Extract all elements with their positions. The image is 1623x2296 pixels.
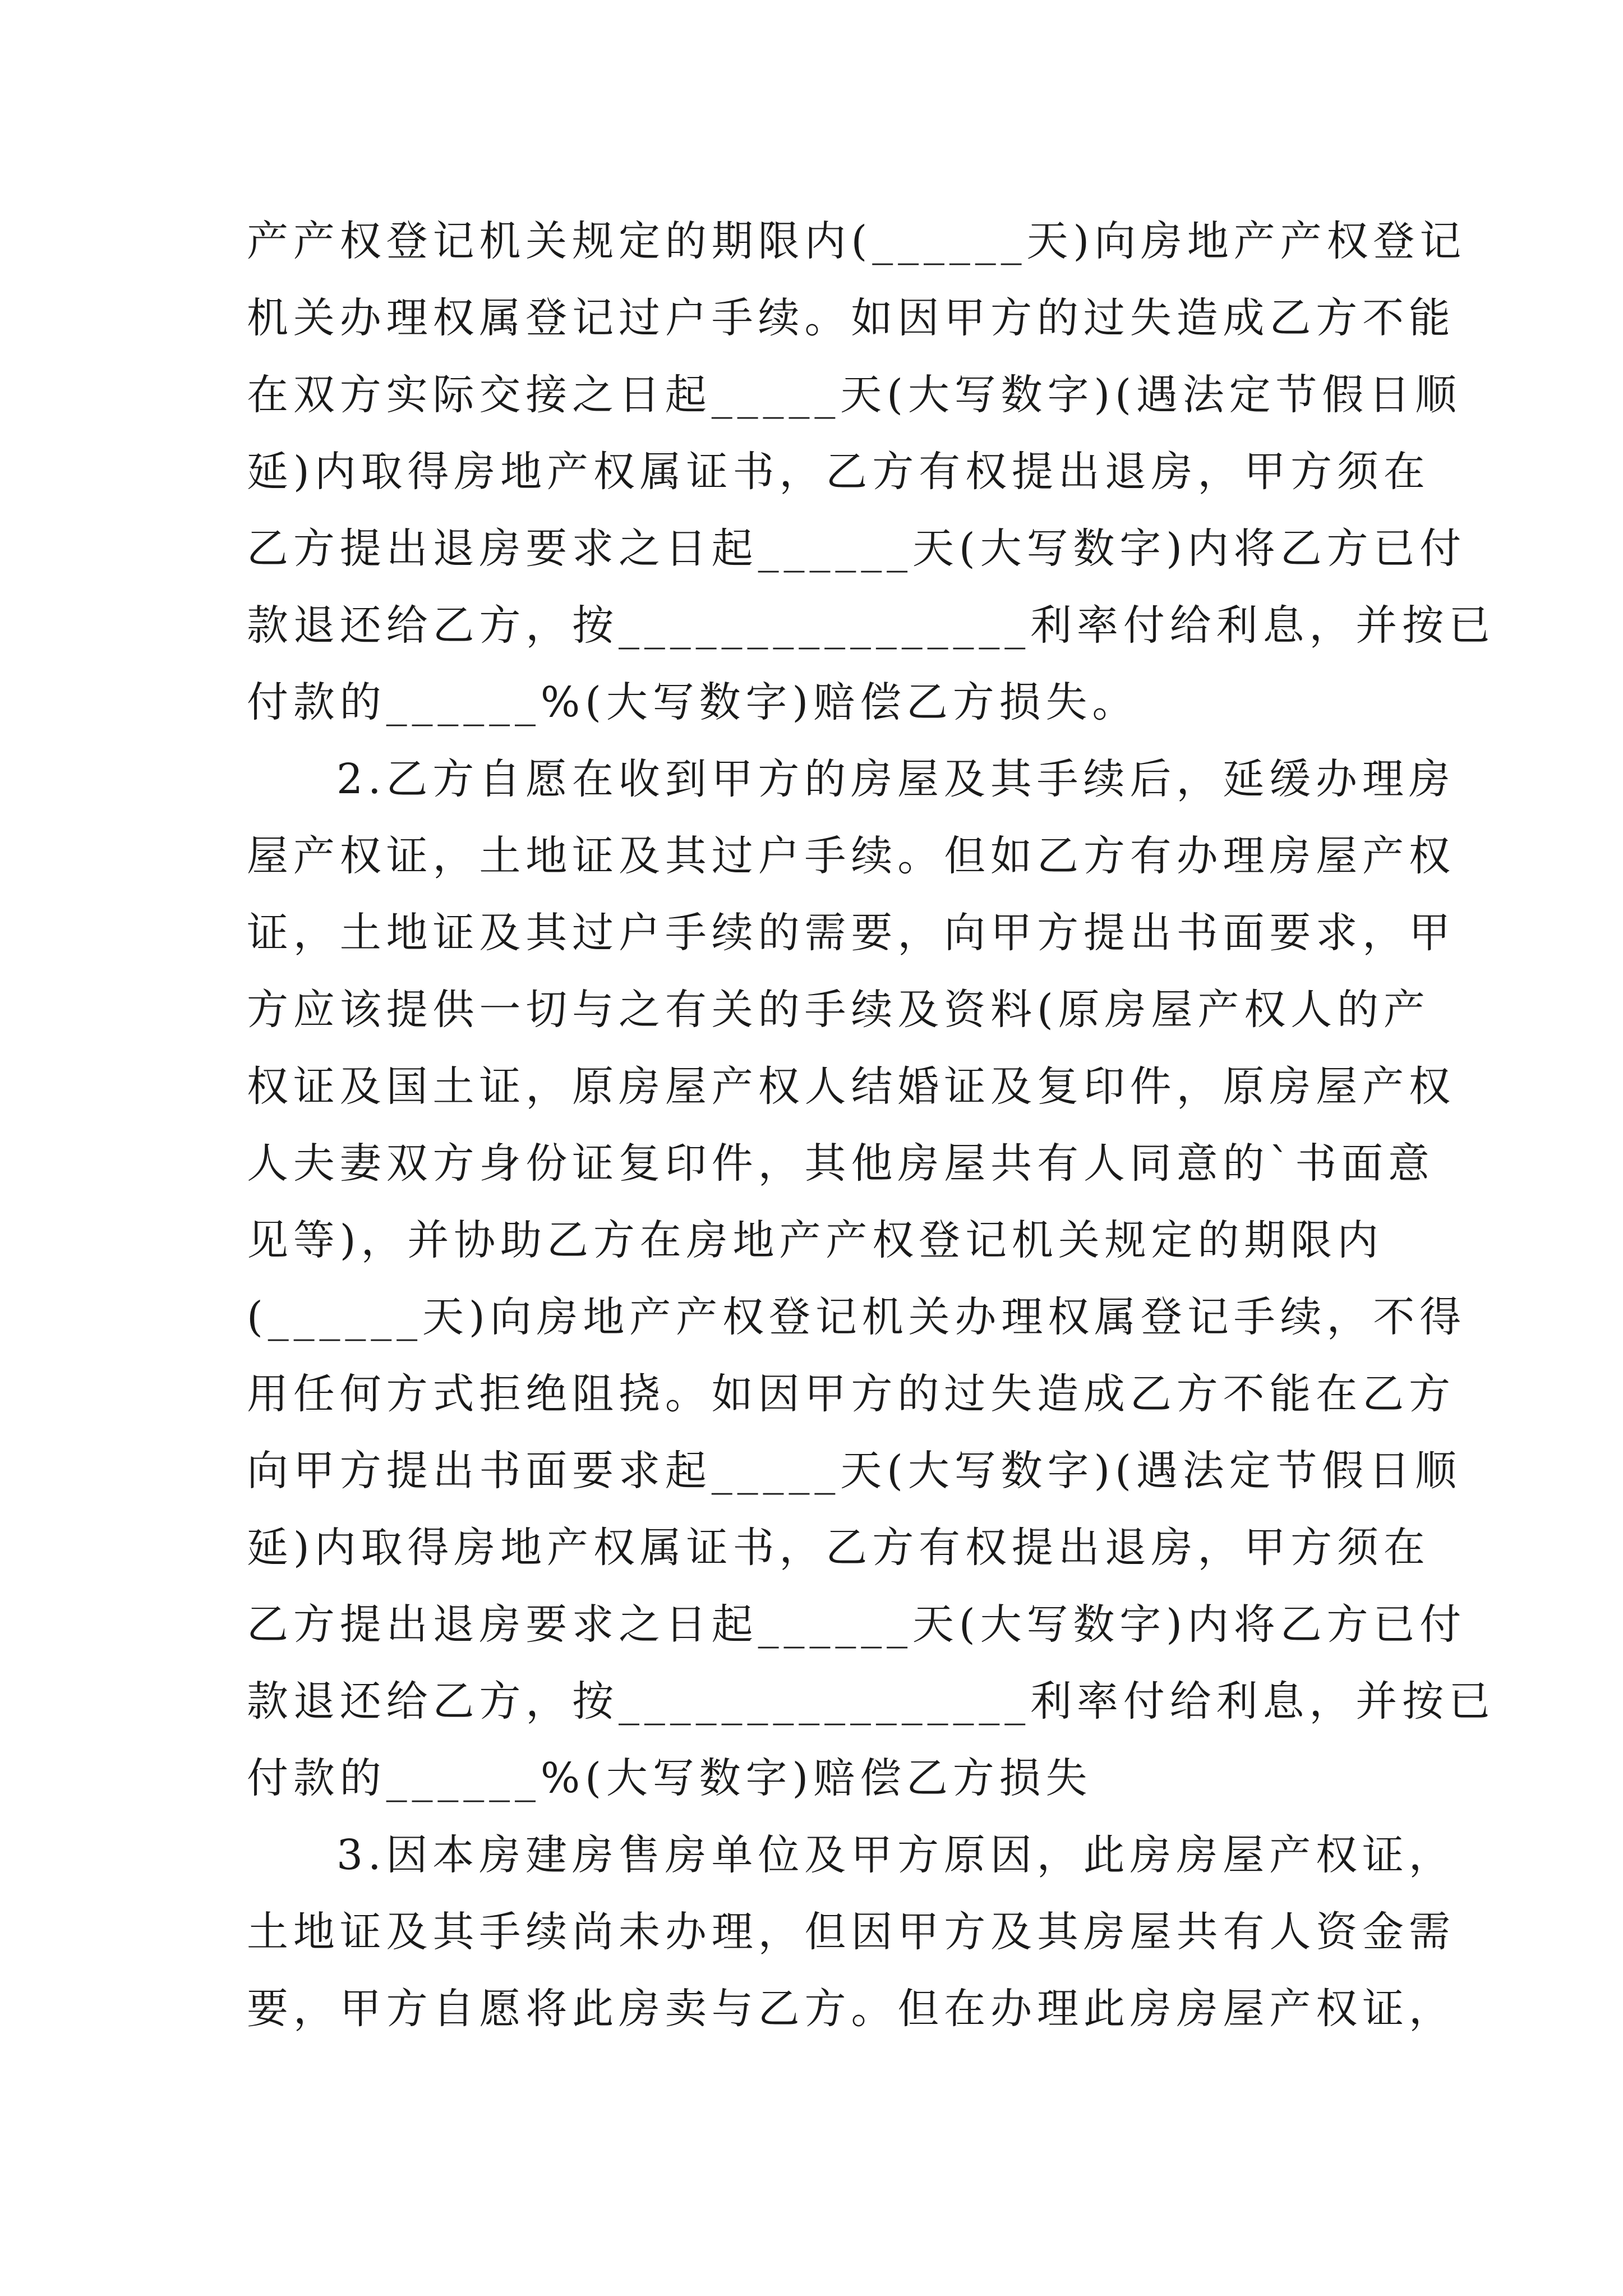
text-line: (______天)向房地产产权登记机关办理权属登记手续，不得: [247, 1293, 1467, 1341]
text-line: 在双方实际交接之日起_____天(大写数字)(遇法定节假日顺: [247, 371, 1462, 419]
paragraph-3-first-line: 3.因本房建房售房单位及甲方原因，此房房屋产权证，: [336, 1831, 1455, 1879]
text-line: 产产权登记机关规定的期限内(______天)向房地产产权登记: [247, 217, 1467, 265]
text-line: 人夫妻双方身份证复印件，其他房屋共有人同意的`书面意: [247, 1139, 1435, 1188]
text-line: 方应该提供一切与之有关的手续及资料(原房屋产权人的产: [247, 986, 1430, 1034]
text-line: 土地证及其手续尚未办理，但因甲方及其房屋共有人资金需: [247, 1908, 1455, 1956]
text-line: 乙方提出退房要求之日起______天(大写数字)内将乙方已付: [247, 524, 1467, 573]
text-line: 机关办理权属登记过户手续。如因甲方的过失造成乙方不能: [247, 294, 1455, 342]
text-line: 向甲方提出书面要求起_____天(大写数字)(遇法定节假日顺: [247, 1447, 1462, 1495]
paragraph-2-first-line: 2.乙方自愿在收到甲方的房屋及其手续后，延缓办理房: [336, 755, 1455, 803]
text-line: 要，甲方自愿将此房卖与乙方。但在办理此房房屋产权证，: [247, 1985, 1455, 2033]
text-line: 权证及国土证，原房屋产权人结婚证及复印件，原房屋产权: [247, 1062, 1455, 1111]
text-line: 付款的______%(大写数字)赔偿乙方损失: [247, 1754, 1092, 1802]
text-line: 延)内取得房地产权属证书，乙方有权提出退房，甲方须在: [247, 1524, 1430, 1572]
text-line: 见等)，并协助乙方在房地产产权登记机关规定的期限内: [247, 1216, 1384, 1264]
text-line: 屋产权证，土地证及其过户手续。但如乙方有办理房屋产权: [247, 832, 1455, 880]
text-line: 延)内取得房地产权属证书，乙方有权提出退房，甲方须在: [247, 448, 1430, 496]
text-line: 款退还给乙方，按________________利率付给利息，并按已: [247, 1677, 1495, 1726]
text-line: 付款的______%(大写数字)赔偿乙方损失。: [247, 678, 1139, 726]
text-line: 用任何方式拒绝阻挠。如因甲方的过失造成乙方不能在乙方: [247, 1370, 1455, 1418]
text-line: 证，土地证及其过户手续的需要，向甲方提出书面要求，甲: [247, 909, 1455, 957]
text-line: 乙方提出退房要求之日起______天(大写数字)内将乙方已付: [247, 1600, 1467, 1649]
text-line: 款退还给乙方，按________________利率付给利息，并按已: [247, 601, 1495, 650]
